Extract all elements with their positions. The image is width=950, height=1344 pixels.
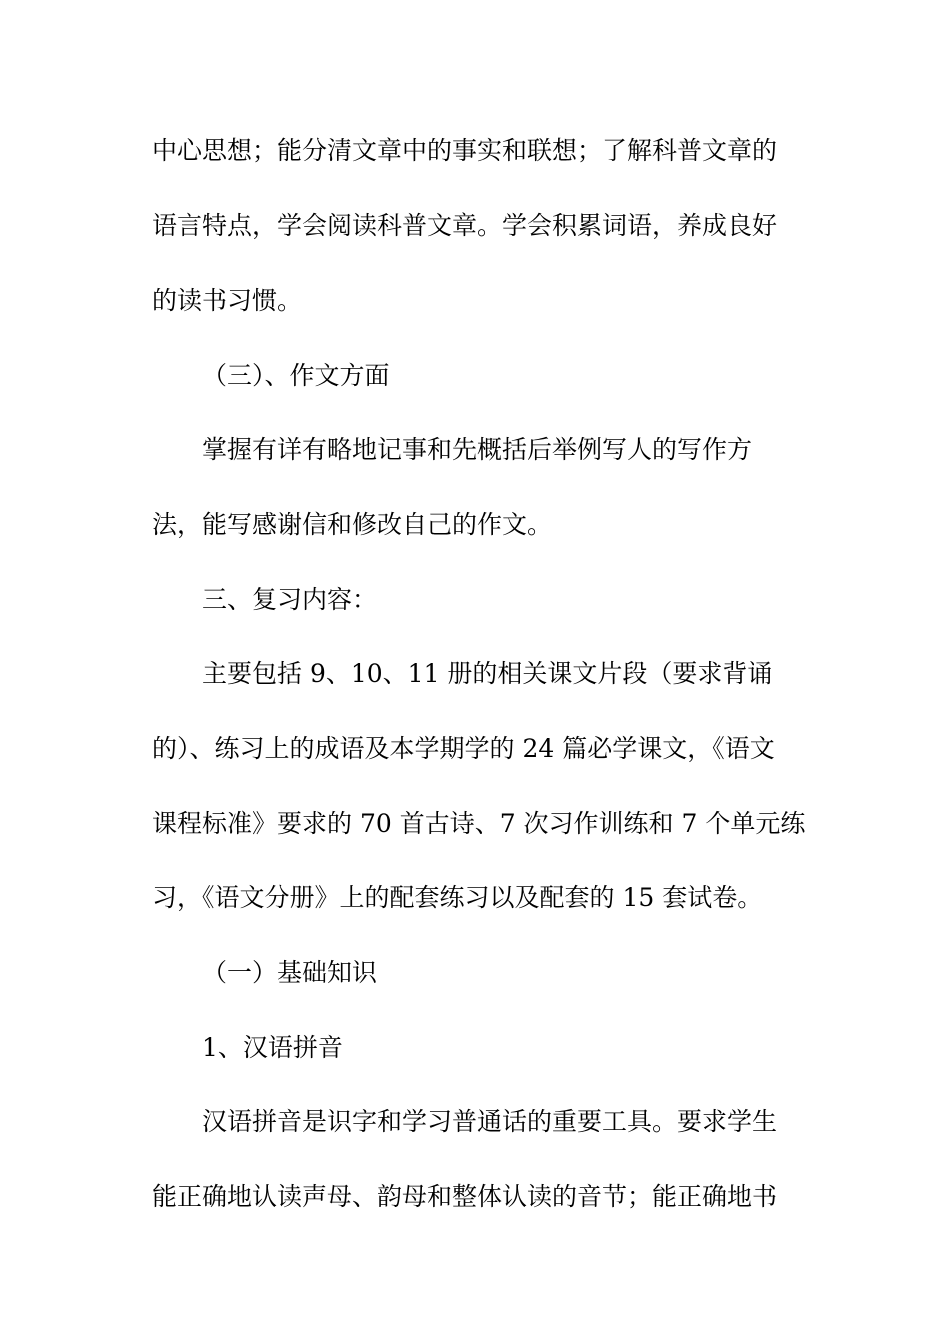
paragraph-line: 的读书习惯。: [152, 286, 303, 315]
paragraph-line: 汉语拼音是识字和学习普通话的重要工具。要求学生: [202, 1107, 778, 1136]
paragraph-line: 的）、练习上的成语及本学期学的 24 篇必学课文，《语文: [152, 734, 775, 763]
section-heading: 三、复习内容：: [202, 585, 378, 614]
paragraph-line: 法，能写感谢信和修改自己的作文。: [152, 510, 553, 539]
paragraph-line: 能正确地认读声母、韵母和整体认读的音节；能正确地书: [152, 1182, 778, 1211]
section-heading: （一）基础知识: [202, 958, 378, 987]
paragraph-line: 语言特点，学会阅读科普文章。学会积累词语，养成良好: [152, 211, 778, 240]
paragraph-line: 课程标准》要求的 70 首古诗、7 次习作训练和 7 个单元练: [152, 809, 806, 838]
section-heading: （三）、作文方面: [202, 361, 390, 390]
paragraph-line: 习，《语文分册》上的配套练习以及配套的 15 套试卷。: [152, 883, 763, 912]
paragraph-line: 中心思想；能分清文章中的事实和联想；了解科普文章的: [152, 136, 778, 165]
paragraph-line: 掌握有详有略地记事和先概括后举例写人的写作方: [202, 435, 753, 464]
paragraph-line: 主要包括 9、10、11 册的相关课文片段（要求背诵: [202, 659, 773, 688]
section-heading: 1、汉语拼音: [202, 1033, 343, 1062]
